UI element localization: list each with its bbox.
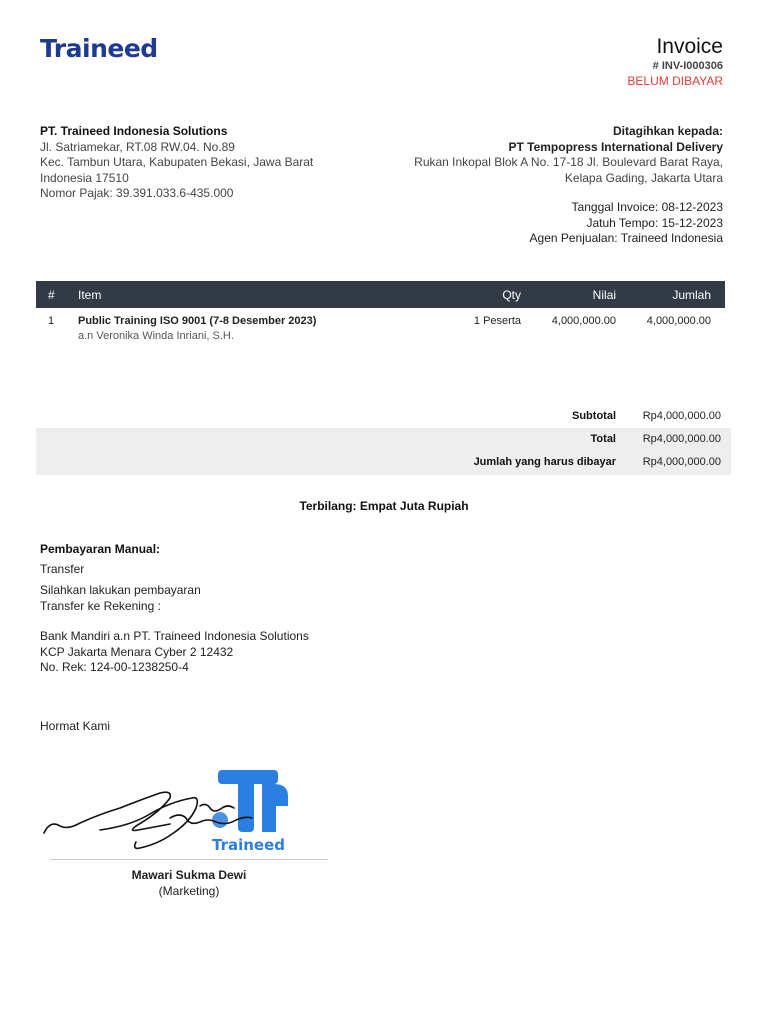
total-row (36, 428, 731, 451)
closing-regards: Hormat Kami (40, 719, 111, 733)
invoice-title: Invoice (656, 35, 723, 58)
amount-due-value: Rp4,000,000.00 (642, 456, 721, 468)
due-date: Jatuh Tempo: 15-12-2023 (586, 215, 723, 230)
seller-address-line: Jl. Satriamekar, RT.08 RW.04. No.89 (40, 139, 235, 154)
bank-account-name: Bank Mandiri a.n PT. Traineed Indonesia Solutions (40, 629, 309, 643)
billto-name: PT Tempopress International Delivery (508, 139, 723, 154)
signature-and-stamp (40, 768, 320, 863)
signer-name: Mawari Sukma Dewi (131, 868, 247, 882)
row-amount: 4,000,000.00 (646, 315, 711, 327)
col-num-header: # (48, 288, 55, 302)
invoice-number: # INV-I000306 (652, 60, 723, 72)
row-qty: 1 Peserta (473, 315, 521, 327)
company-logo (40, 34, 180, 70)
bank-branch: KCP Jakarta Menara Cyber 2 12432 (40, 644, 234, 659)
payment-instruction: Silahkan lakukan pembayaran (40, 583, 201, 597)
signature-line (50, 859, 328, 860)
row-item-desc: a.n Veronika Winda Inriani, S.H. (78, 330, 234, 342)
col-item-header: Item (78, 288, 102, 302)
subtotal-row (36, 405, 731, 428)
col-qty-header: Qty (502, 288, 521, 302)
total-label: Total (590, 433, 616, 445)
billto-block (414, 124, 723, 186)
subtotal-label: Subtotal (572, 410, 616, 422)
logo-wordmark: Traineed (40, 34, 158, 63)
payment-block (40, 542, 309, 676)
row-item: Public Training ISO 9001 (7-8 Desember 2023) (78, 315, 317, 327)
invoice-dates (530, 200, 723, 247)
amount-due-label: Jumlah yang harus dibayar (473, 456, 616, 468)
payment-instruction: Transfer ke Rekening : (40, 598, 161, 613)
amount-due-row (36, 451, 731, 475)
invoice-date: Tanggal Invoice: 08-12-2023 (571, 200, 723, 214)
seller-name: PT. Traineed Indonesia Solutions (40, 124, 228, 138)
seller-tax-number: Nomor Pajak: 39.391.033.6-435.000 (40, 186, 234, 200)
row-price: 4,000,000.00 (551, 315, 616, 327)
stamp-wordmark: Traineed (212, 836, 286, 854)
billto-address-line: Kelapa Gading, Jakarta Utara (564, 170, 723, 185)
payment-heading: Pembayaran Manual: (40, 542, 161, 556)
billto-label: Ditagihkan kepada: (612, 124, 723, 138)
seller-block (40, 124, 313, 202)
seller-address-line: Kec. Tambun Utara, Kabupaten Bekasi, Jawa Barat (40, 155, 314, 169)
amount-in-words: Terbilang: Empat Juta Rupiah (299, 499, 469, 513)
items-table-header (36, 281, 725, 308)
billto-address-line: Rukan Inkopal Blok A No. 17-18 Jl. Boulevard Barat Raya, (414, 155, 723, 169)
table-row (36, 312, 725, 352)
status-badge: BELUM DIBAYAR (627, 74, 723, 88)
total-value: Rp4,000,000.00 (642, 433, 721, 445)
payment-method: Transfer (40, 561, 85, 576)
stamp-logo-icon (212, 770, 288, 854)
signer-role: (Marketing) (158, 884, 220, 898)
col-price-header: Nilai (592, 288, 616, 302)
row-num: 1 (48, 315, 55, 327)
seller-address-line: Indonesia 17510 (40, 170, 129, 185)
bank-account-number: No. Rek: 124-00-1238250-4 (40, 660, 189, 674)
sales-agent: Agen Penjualan: Traineed Indonesia (529, 231, 723, 245)
subtotal-value: Rp4,000,000.00 (642, 410, 721, 422)
totals-block (36, 405, 731, 475)
col-amount-header: Jumlah (672, 288, 711, 302)
